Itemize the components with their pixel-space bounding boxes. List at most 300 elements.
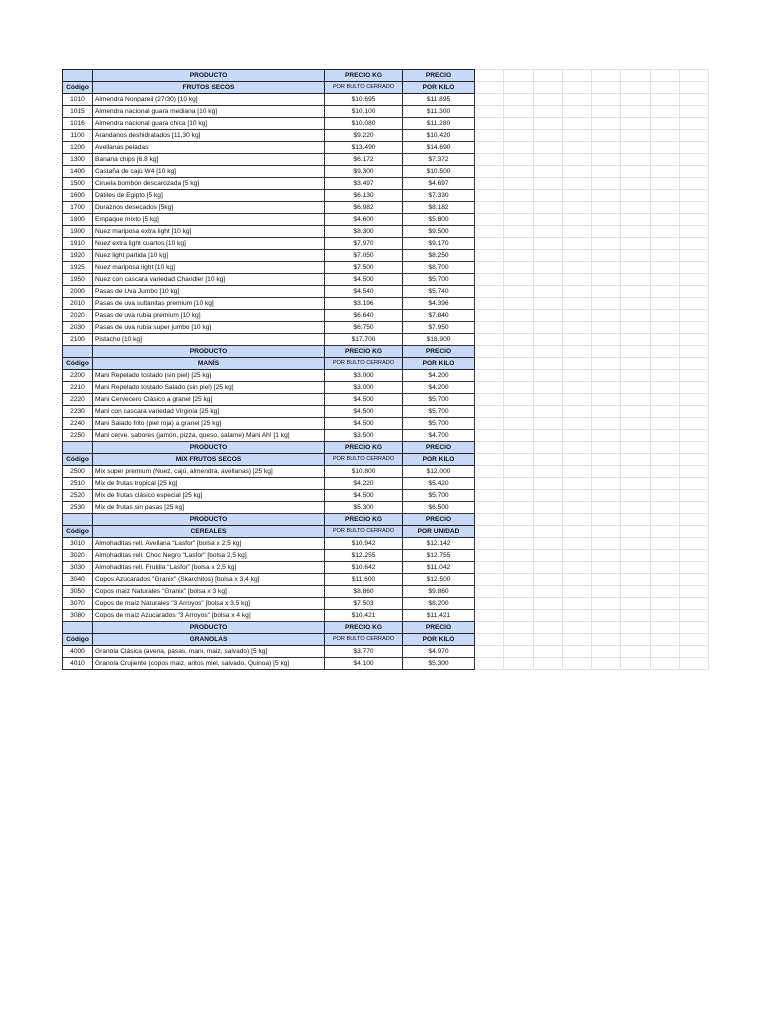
empty-cell[interactable] <box>475 598 504 610</box>
empty-cell[interactable] <box>504 574 533 586</box>
precio-kg-cell[interactable]: $10.100 <box>325 106 403 118</box>
empty-cell[interactable] <box>650 322 679 334</box>
empty-cell[interactable] <box>680 286 709 298</box>
producto-cell[interactable]: Almendra nacional guara mediana [10 kg] <box>93 106 325 118</box>
empty-cell[interactable] <box>621 346 650 358</box>
empty-cell[interactable] <box>475 610 504 622</box>
empty-cell[interactable] <box>680 622 709 634</box>
precio-cell[interactable]: $11.280 <box>403 118 475 130</box>
precio-kg-cell[interactable]: $8.860 <box>325 586 403 598</box>
precio-kg-cell[interactable]: $4.540 <box>325 286 403 298</box>
empty-cell[interactable] <box>650 442 679 454</box>
precio-kg-cell[interactable]: $4.500 <box>325 406 403 418</box>
precio-cell[interactable]: $8.250 <box>403 250 475 262</box>
precio-cell[interactable]: $7.372 <box>403 154 475 166</box>
codigo-cell[interactable]: 1900 <box>63 226 93 238</box>
precio-kg-cell[interactable]: $13.490 <box>325 142 403 154</box>
empty-cell[interactable] <box>592 130 621 142</box>
header-blank-cell[interactable] <box>63 442 93 454</box>
precio-cell[interactable]: $14.690 <box>403 142 475 154</box>
empty-cell[interactable] <box>562 250 591 262</box>
empty-cell[interactable] <box>650 238 679 250</box>
empty-cell[interactable] <box>562 454 591 466</box>
empty-cell[interactable] <box>504 646 533 658</box>
empty-cell[interactable] <box>650 370 679 382</box>
empty-cell[interactable] <box>621 70 650 82</box>
precio-cell[interactable]: $8.182 <box>403 202 475 214</box>
empty-cell[interactable] <box>680 82 709 94</box>
codigo-cell[interactable]: 3040 <box>63 574 93 586</box>
empty-cell[interactable] <box>680 358 709 370</box>
precio-cell[interactable]: $8.200 <box>403 598 475 610</box>
empty-cell[interactable] <box>621 118 650 130</box>
precio-cell[interactable]: $9.860 <box>403 586 475 598</box>
empty-cell[interactable] <box>504 418 533 430</box>
precio-kg-cell[interactable]: $3.196 <box>325 298 403 310</box>
empty-cell[interactable] <box>650 490 679 502</box>
empty-cell[interactable] <box>562 586 591 598</box>
empty-cell[interactable] <box>562 466 591 478</box>
empty-cell[interactable] <box>475 502 504 514</box>
codigo-cell[interactable]: 2240 <box>63 418 93 430</box>
empty-cell[interactable] <box>680 406 709 418</box>
precio-kg-cell[interactable]: $6.750 <box>325 322 403 334</box>
empty-cell[interactable] <box>504 514 533 526</box>
empty-cell[interactable] <box>650 430 679 442</box>
empty-cell[interactable] <box>475 514 504 526</box>
subheader-precio-kg-cell[interactable]: POR BULTO CERRADO <box>325 526 403 538</box>
empty-cell[interactable] <box>562 274 591 286</box>
precio-cell[interactable]: $6.500 <box>403 502 475 514</box>
empty-cell[interactable] <box>475 334 504 346</box>
empty-cell[interactable] <box>533 562 562 574</box>
empty-cell[interactable] <box>650 358 679 370</box>
producto-cell[interactable]: Banana chips [6.8 kg] <box>93 154 325 166</box>
empty-cell[interactable] <box>562 658 591 670</box>
codigo-cell[interactable]: 2220 <box>63 394 93 406</box>
empty-cell[interactable] <box>621 526 650 538</box>
empty-cell[interactable] <box>562 490 591 502</box>
codigo-cell[interactable]: 1950 <box>63 274 93 286</box>
empty-cell[interactable] <box>533 286 562 298</box>
empty-cell[interactable] <box>680 142 709 154</box>
empty-cell[interactable] <box>475 430 504 442</box>
subheader-category-cell[interactable]: GRANOLAS <box>93 634 325 646</box>
producto-cell[interactable]: Mani cerve. sabores (jamón, pizza, queso, salame) Mani Ah! [1 kg] <box>93 430 325 442</box>
empty-cell[interactable] <box>592 418 621 430</box>
empty-cell[interactable] <box>533 454 562 466</box>
empty-cell[interactable] <box>475 154 504 166</box>
empty-cell[interactable] <box>475 166 504 178</box>
empty-cell[interactable] <box>562 562 591 574</box>
precio-cell[interactable]: $10.500 <box>403 166 475 178</box>
empty-cell[interactable] <box>650 106 679 118</box>
empty-cell[interactable] <box>504 598 533 610</box>
empty-cell[interactable] <box>650 406 679 418</box>
empty-cell[interactable] <box>504 454 533 466</box>
empty-cell[interactable] <box>475 646 504 658</box>
empty-cell[interactable] <box>504 526 533 538</box>
producto-cell[interactable]: Mani Repelado tostado Salado (sin piel) [25 kg] <box>93 382 325 394</box>
precio-cell[interactable]: $10.420 <box>403 130 475 142</box>
header-blank-cell[interactable] <box>63 346 93 358</box>
empty-cell[interactable] <box>533 526 562 538</box>
empty-cell[interactable] <box>650 394 679 406</box>
precio-kg-cell[interactable]: $12.255 <box>325 550 403 562</box>
empty-cell[interactable] <box>475 658 504 670</box>
empty-cell[interactable] <box>680 538 709 550</box>
empty-cell[interactable] <box>562 226 591 238</box>
empty-cell[interactable] <box>650 574 679 586</box>
header-precio-kg-cell[interactable]: PRECIO KG <box>325 346 403 358</box>
producto-cell[interactable]: Almohaditas rell. Choc Negro "Lasfor" [bolsa 2,5 kg] <box>93 550 325 562</box>
empty-cell[interactable] <box>562 322 591 334</box>
empty-cell[interactable] <box>680 274 709 286</box>
empty-cell[interactable] <box>533 166 562 178</box>
producto-cell[interactable]: Mani Cervecero Clásico a granel [25 kg] <box>93 394 325 406</box>
precio-kg-cell[interactable]: $6.982 <box>325 202 403 214</box>
codigo-cell[interactable]: 1500 <box>63 178 93 190</box>
empty-cell[interactable] <box>680 598 709 610</box>
precio-cell[interactable]: $5.740 <box>403 286 475 298</box>
codigo-cell[interactable]: 1400 <box>63 166 93 178</box>
codigo-cell[interactable]: 3010 <box>63 538 93 550</box>
empty-cell[interactable] <box>504 502 533 514</box>
precio-cell[interactable]: $11.300 <box>403 106 475 118</box>
codigo-cell[interactable]: 2520 <box>63 490 93 502</box>
empty-cell[interactable] <box>533 178 562 190</box>
empty-cell[interactable] <box>592 478 621 490</box>
producto-cell[interactable]: Nuez mariposa extra light [10 kg] <box>93 226 325 238</box>
empty-cell[interactable] <box>504 382 533 394</box>
empty-cell[interactable] <box>475 274 504 286</box>
empty-cell[interactable] <box>504 322 533 334</box>
empty-cell[interactable] <box>562 214 591 226</box>
header-precio-kg-cell[interactable]: PRECIO KG <box>325 442 403 454</box>
precio-cell[interactable]: $12.000 <box>403 466 475 478</box>
precio-cell[interactable]: $11.042 <box>403 562 475 574</box>
empty-cell[interactable] <box>621 466 650 478</box>
empty-cell[interactable] <box>621 238 650 250</box>
empty-cell[interactable] <box>680 526 709 538</box>
header-precio-kg-cell[interactable]: PRECIO KG <box>325 622 403 634</box>
precio-cell[interactable]: $12.142 <box>403 538 475 550</box>
empty-cell[interactable] <box>475 190 504 202</box>
empty-cell[interactable] <box>475 202 504 214</box>
codigo-cell[interactable]: 1016 <box>63 118 93 130</box>
empty-cell[interactable] <box>533 322 562 334</box>
empty-cell[interactable] <box>504 334 533 346</box>
empty-cell[interactable] <box>680 70 709 82</box>
empty-cell[interactable] <box>621 418 650 430</box>
empty-cell[interactable] <box>592 154 621 166</box>
codigo-cell[interactable]: 3020 <box>63 550 93 562</box>
empty-cell[interactable] <box>562 238 591 250</box>
empty-cell[interactable] <box>680 562 709 574</box>
empty-cell[interactable] <box>592 118 621 130</box>
codigo-cell[interactable]: 1015 <box>63 106 93 118</box>
empty-cell[interactable] <box>562 646 591 658</box>
empty-cell[interactable] <box>621 514 650 526</box>
producto-cell[interactable]: Pasas de uva rubia super jumbo [10 kg] <box>93 322 325 334</box>
empty-cell[interactable] <box>475 574 504 586</box>
empty-cell[interactable] <box>562 430 591 442</box>
empty-cell[interactable] <box>621 646 650 658</box>
producto-cell[interactable]: Empaque mixto [5 kg] <box>93 214 325 226</box>
producto-cell[interactable]: Pasas de uva sultanitas premium [10 kg] <box>93 298 325 310</box>
subheader-precio-cell[interactable]: POR KILO <box>403 358 475 370</box>
subheader-codigo-cell[interactable]: Código <box>63 526 93 538</box>
precio-kg-cell[interactable]: $4.500 <box>325 418 403 430</box>
codigo-cell[interactable]: 2200 <box>63 370 93 382</box>
empty-cell[interactable] <box>592 370 621 382</box>
empty-cell[interactable] <box>504 358 533 370</box>
empty-cell[interactable] <box>621 202 650 214</box>
empty-cell[interactable] <box>621 562 650 574</box>
header-producto-cell[interactable]: PRODUCTO <box>93 514 325 526</box>
header-blank-cell[interactable] <box>63 622 93 634</box>
empty-cell[interactable] <box>621 298 650 310</box>
empty-cell[interactable] <box>504 70 533 82</box>
empty-cell[interactable] <box>533 490 562 502</box>
empty-cell[interactable] <box>621 490 650 502</box>
precio-cell[interactable]: $12.755 <box>403 550 475 562</box>
empty-cell[interactable] <box>504 118 533 130</box>
header-producto-cell[interactable]: PRODUCTO <box>93 442 325 454</box>
empty-cell[interactable] <box>504 286 533 298</box>
subheader-precio-cell[interactable]: POR KILO <box>403 454 475 466</box>
empty-cell[interactable] <box>621 574 650 586</box>
empty-cell[interactable] <box>680 166 709 178</box>
producto-cell[interactable]: Mani Salado frito (piel roja) a granel [25 kg] <box>93 418 325 430</box>
precio-kg-cell[interactable]: $3.497 <box>325 178 403 190</box>
empty-cell[interactable] <box>562 622 591 634</box>
empty-cell[interactable] <box>621 286 650 298</box>
codigo-cell[interactable]: 3030 <box>63 562 93 574</box>
empty-cell[interactable] <box>475 106 504 118</box>
empty-cell[interactable] <box>533 238 562 250</box>
empty-cell[interactable] <box>621 154 650 166</box>
empty-cell[interactable] <box>621 274 650 286</box>
empty-cell[interactable] <box>680 250 709 262</box>
empty-cell[interactable] <box>475 526 504 538</box>
empty-cell[interactable] <box>650 526 679 538</box>
empty-cell[interactable] <box>592 82 621 94</box>
empty-cell[interactable] <box>650 214 679 226</box>
precio-kg-cell[interactable]: $4.500 <box>325 274 403 286</box>
precio-kg-cell[interactable]: $17.700 <box>325 334 403 346</box>
empty-cell[interactable] <box>680 130 709 142</box>
empty-cell[interactable] <box>680 322 709 334</box>
codigo-cell[interactable]: 1100 <box>63 130 93 142</box>
empty-cell[interactable] <box>475 382 504 394</box>
empty-cell[interactable] <box>592 166 621 178</box>
empty-cell[interactable] <box>650 418 679 430</box>
precio-kg-cell[interactable]: $3.500 <box>325 430 403 442</box>
empty-cell[interactable] <box>504 346 533 358</box>
codigo-cell[interactable]: 4010 <box>63 658 93 670</box>
precio-kg-cell[interactable]: $10.421 <box>325 610 403 622</box>
empty-cell[interactable] <box>621 478 650 490</box>
producto-cell[interactable]: Copos Azucarados "Granix" (Skarchitos) [bolsa x 3,4 kg] <box>93 574 325 586</box>
empty-cell[interactable] <box>680 94 709 106</box>
precio-kg-cell[interactable]: $10.080 <box>325 118 403 130</box>
empty-cell[interactable] <box>533 82 562 94</box>
empty-cell[interactable] <box>650 82 679 94</box>
header-precio-cell[interactable]: PRECIO <box>403 70 475 82</box>
empty-cell[interactable] <box>504 298 533 310</box>
empty-cell[interactable] <box>504 106 533 118</box>
empty-cell[interactable] <box>592 442 621 454</box>
empty-cell[interactable] <box>680 466 709 478</box>
empty-cell[interactable] <box>504 190 533 202</box>
empty-cell[interactable] <box>504 166 533 178</box>
empty-cell[interactable] <box>504 634 533 646</box>
empty-cell[interactable] <box>475 370 504 382</box>
empty-cell[interactable] <box>562 442 591 454</box>
producto-cell[interactable]: Ciruela bombón descarozada [5 kg] <box>93 178 325 190</box>
empty-cell[interactable] <box>504 178 533 190</box>
precio-kg-cell[interactable]: $4.220 <box>325 478 403 490</box>
subheader-codigo-cell[interactable]: Código <box>63 634 93 646</box>
empty-cell[interactable] <box>650 634 679 646</box>
empty-cell[interactable] <box>592 394 621 406</box>
empty-cell[interactable] <box>592 310 621 322</box>
precio-cell[interactable]: $11.421 <box>403 610 475 622</box>
empty-cell[interactable] <box>592 502 621 514</box>
empty-cell[interactable] <box>533 334 562 346</box>
empty-cell[interactable] <box>533 262 562 274</box>
empty-cell[interactable] <box>562 154 591 166</box>
producto-cell[interactable]: Dátiles de Egipto [5 kg] <box>93 190 325 202</box>
empty-cell[interactable] <box>533 430 562 442</box>
empty-cell[interactable] <box>533 478 562 490</box>
codigo-cell[interactable]: 2230 <box>63 406 93 418</box>
empty-cell[interactable] <box>475 586 504 598</box>
precio-cell[interactable]: $4.700 <box>403 430 475 442</box>
precio-cell[interactable]: $4.396 <box>403 298 475 310</box>
empty-cell[interactable] <box>650 286 679 298</box>
empty-cell[interactable] <box>680 394 709 406</box>
empty-cell[interactable] <box>504 478 533 490</box>
empty-cell[interactable] <box>592 238 621 250</box>
empty-cell[interactable] <box>621 394 650 406</box>
empty-cell[interactable] <box>650 598 679 610</box>
precio-cell[interactable]: $9.500 <box>403 226 475 238</box>
empty-cell[interactable] <box>621 358 650 370</box>
precio-kg-cell[interactable]: $7.970 <box>325 238 403 250</box>
empty-cell[interactable] <box>562 118 591 130</box>
empty-cell[interactable] <box>592 574 621 586</box>
empty-cell[interactable] <box>562 94 591 106</box>
empty-cell[interactable] <box>504 406 533 418</box>
empty-cell[interactable] <box>504 610 533 622</box>
empty-cell[interactable] <box>592 538 621 550</box>
empty-cell[interactable] <box>621 250 650 262</box>
empty-cell[interactable] <box>621 262 650 274</box>
empty-cell[interactable] <box>562 334 591 346</box>
empty-cell[interactable] <box>680 514 709 526</box>
empty-cell[interactable] <box>680 238 709 250</box>
empty-cell[interactable] <box>680 298 709 310</box>
empty-cell[interactable] <box>475 454 504 466</box>
empty-cell[interactable] <box>533 202 562 214</box>
empty-cell[interactable] <box>533 622 562 634</box>
empty-cell[interactable] <box>533 346 562 358</box>
subheader-precio-cell[interactable]: POR KILO <box>403 82 475 94</box>
empty-cell[interactable] <box>562 382 591 394</box>
empty-cell[interactable] <box>592 382 621 394</box>
subheader-codigo-cell[interactable]: Código <box>63 82 93 94</box>
producto-cell[interactable]: Mani Repelado tostado (sin piel) [25 kg] <box>93 370 325 382</box>
empty-cell[interactable] <box>562 70 591 82</box>
empty-cell[interactable] <box>621 106 650 118</box>
producto-cell[interactable]: Mix de frutas sin pasas [25 kg] <box>93 502 325 514</box>
header-precio-cell[interactable]: PRECIO <box>403 514 475 526</box>
empty-cell[interactable] <box>680 334 709 346</box>
empty-cell[interactable] <box>650 646 679 658</box>
subheader-precio-kg-cell[interactable]: POR BULTO CERRADO <box>325 454 403 466</box>
empty-cell[interactable] <box>650 514 679 526</box>
empty-cell[interactable] <box>592 454 621 466</box>
empty-cell[interactable] <box>475 250 504 262</box>
empty-cell[interactable] <box>680 382 709 394</box>
empty-cell[interactable] <box>475 310 504 322</box>
codigo-cell[interactable]: 2020 <box>63 310 93 322</box>
codigo-cell[interactable]: 2500 <box>63 466 93 478</box>
empty-cell[interactable] <box>562 538 591 550</box>
empty-cell[interactable] <box>533 370 562 382</box>
empty-cell[interactable] <box>650 130 679 142</box>
producto-cell[interactable]: Almendra nacional guara chica [10 kg] <box>93 118 325 130</box>
precio-kg-cell[interactable]: $6.640 <box>325 310 403 322</box>
empty-cell[interactable] <box>533 418 562 430</box>
empty-cell[interactable] <box>533 382 562 394</box>
empty-cell[interactable] <box>504 262 533 274</box>
codigo-cell[interactable]: 2530 <box>63 502 93 514</box>
empty-cell[interactable] <box>592 262 621 274</box>
empty-cell[interactable] <box>504 226 533 238</box>
empty-cell[interactable] <box>533 298 562 310</box>
precio-kg-cell[interactable]: $11.600 <box>325 574 403 586</box>
empty-cell[interactable] <box>592 94 621 106</box>
empty-cell[interactable] <box>592 226 621 238</box>
empty-cell[interactable] <box>533 550 562 562</box>
empty-cell[interactable] <box>562 574 591 586</box>
empty-cell[interactable] <box>680 310 709 322</box>
empty-cell[interactable] <box>650 610 679 622</box>
precio-kg-cell[interactable]: $7.503 <box>325 598 403 610</box>
empty-cell[interactable] <box>592 214 621 226</box>
empty-cell[interactable] <box>650 154 679 166</box>
precio-cell[interactable]: $11.895 <box>403 94 475 106</box>
subheader-category-cell[interactable]: CEREALES <box>93 526 325 538</box>
empty-cell[interactable] <box>475 478 504 490</box>
precio-kg-cell[interactable]: $3.770 <box>325 646 403 658</box>
empty-cell[interactable] <box>475 262 504 274</box>
empty-cell[interactable] <box>504 466 533 478</box>
empty-cell[interactable] <box>533 70 562 82</box>
codigo-cell[interactable]: 1600 <box>63 190 93 202</box>
empty-cell[interactable] <box>680 586 709 598</box>
empty-cell[interactable] <box>475 94 504 106</box>
empty-cell[interactable] <box>592 346 621 358</box>
empty-cell[interactable] <box>475 550 504 562</box>
producto-cell[interactable]: Copos de maíz Azucarados "3 Arroyos" [bolsa x 4 kg] <box>93 610 325 622</box>
codigo-cell[interactable]: 2510 <box>63 478 93 490</box>
codigo-cell[interactable]: 1800 <box>63 214 93 226</box>
precio-kg-cell[interactable]: $3.000 <box>325 370 403 382</box>
